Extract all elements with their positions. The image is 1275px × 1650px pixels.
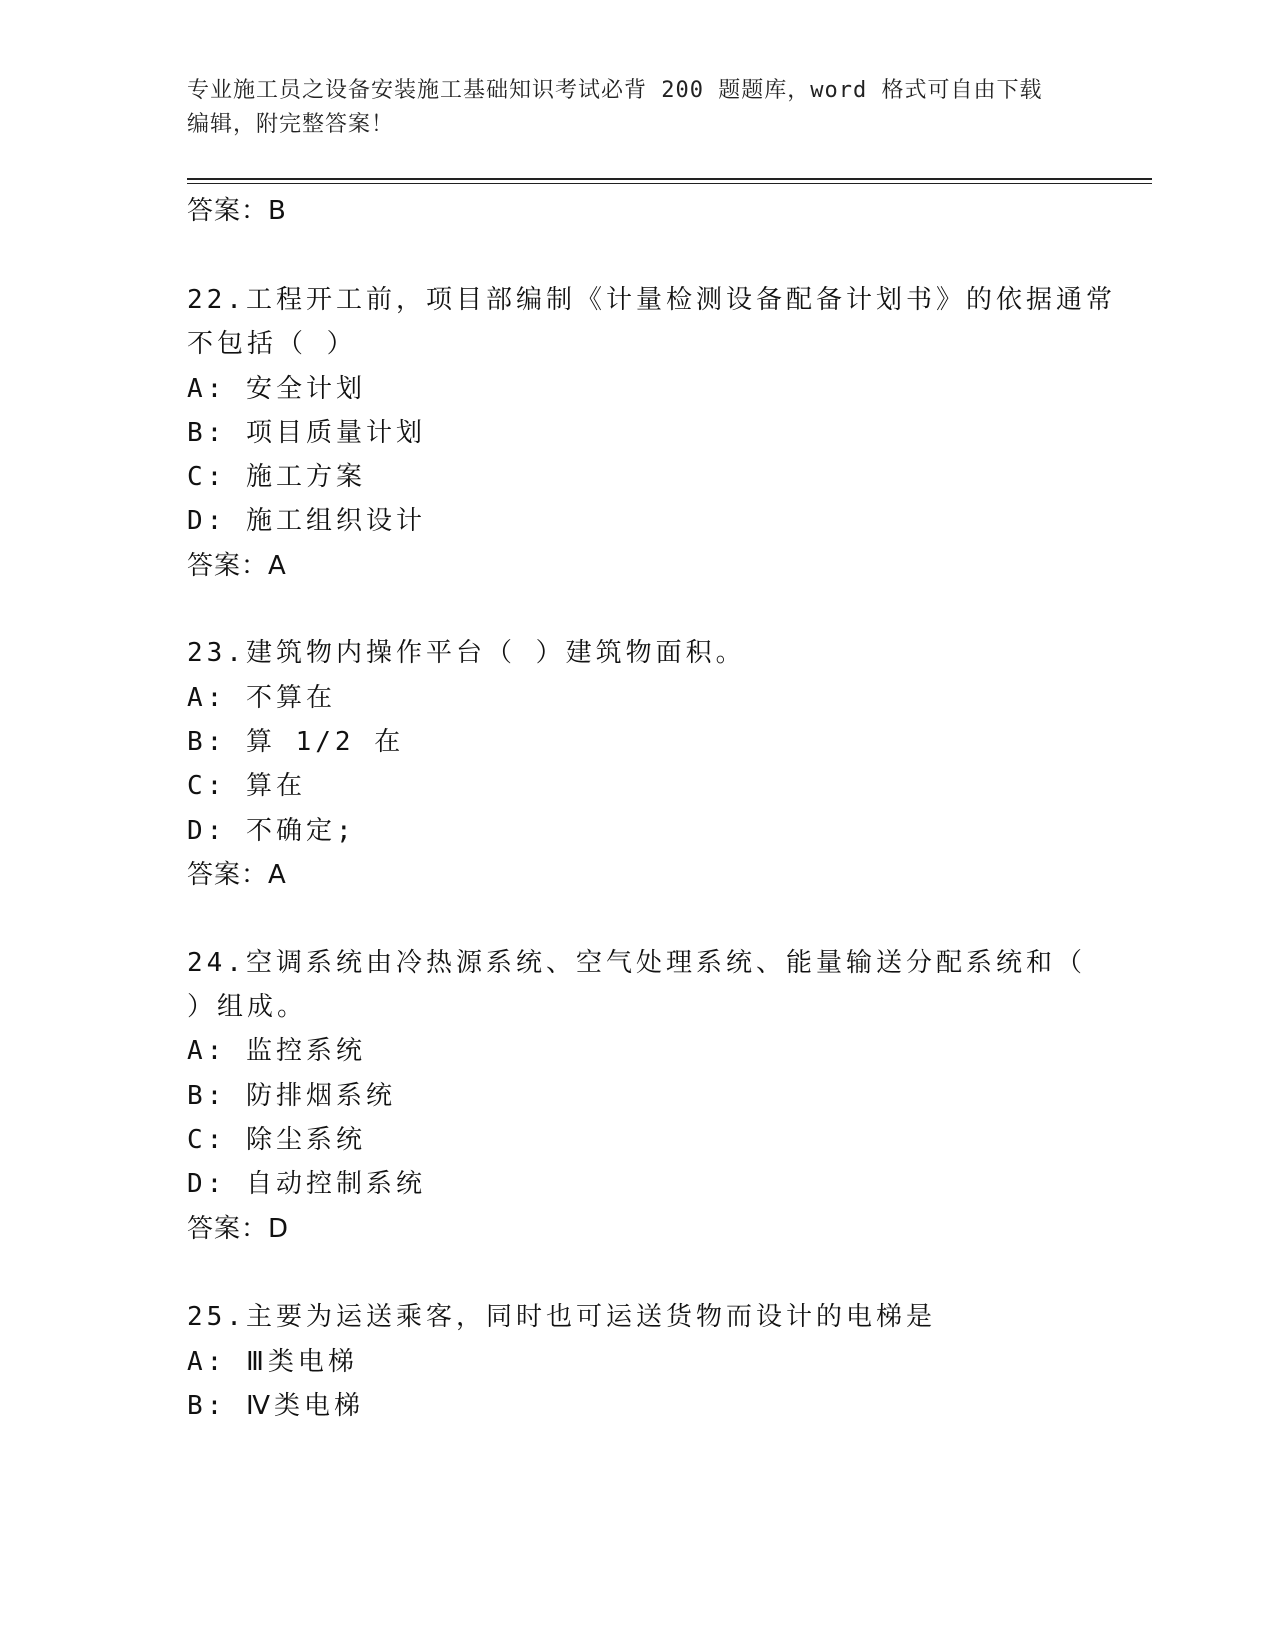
answer-q24: 答案：D	[187, 1214, 290, 1244]
question-22-option-d: D: 施工组织设计	[187, 506, 426, 536]
question-24-option-c: C: 除尘系统	[187, 1125, 366, 1155]
header-title-line-2: 编辑，附完整答案！	[187, 112, 395, 137]
question-24-text-line-2: ）组成。	[187, 992, 308, 1022]
header-rule-thin	[187, 183, 1152, 184]
header-rule-thick	[187, 178, 1152, 180]
answer-q21: 答案：B	[187, 196, 287, 226]
question-25-option-a: A: Ⅲ类电梯	[187, 1347, 358, 1377]
question-23-option-b: B: 算 1/2 在	[187, 727, 405, 757]
question-22-text-line-2: 不包括（ ）	[187, 329, 357, 359]
question-22-option-b: B: 项目质量计划	[187, 418, 426, 448]
document-header	[187, 74, 1087, 142]
question-23-option-a: A: 不算在	[187, 683, 336, 713]
question-23-text: 23.建筑物内操作平台（ ）建筑物面积。	[187, 638, 746, 668]
question-23-option-c: C: 算在	[187, 771, 306, 801]
question-24-text-line-1: 24.空调系统由冷热源系统、空气处理系统、能量输送分配系统和（	[187, 948, 1086, 978]
question-24-option-a: A: 监控系统	[187, 1036, 366, 1066]
header-title-line-1: 专业施工员之设备安装施工基础知识考试必背 200 题题库，word 格式可自由下载	[187, 78, 1043, 103]
question-22-option-a: A: 安全计划	[187, 374, 366, 404]
question-22-option-c: C: 施工方案	[187, 462, 366, 492]
question-25-option-b: B: Ⅳ类电梯	[187, 1391, 364, 1421]
answer-q23: 答案：A	[187, 860, 287, 890]
answer-q22: 答案：A	[187, 551, 287, 581]
question-23-option-d: D: 不确定;	[187, 816, 356, 846]
question-24-option-b: B: 防排烟系统	[187, 1081, 396, 1111]
question-22-text-line-1: 22.工程开工前，项目部编制《计量检测设备配备计划书》的依据通常	[187, 285, 1116, 315]
question-24-option-d: D: 自动控制系统	[187, 1169, 426, 1199]
question-25-text: 25.主要为运送乘客，同时也可运送货物而设计的电梯是	[187, 1302, 936, 1332]
